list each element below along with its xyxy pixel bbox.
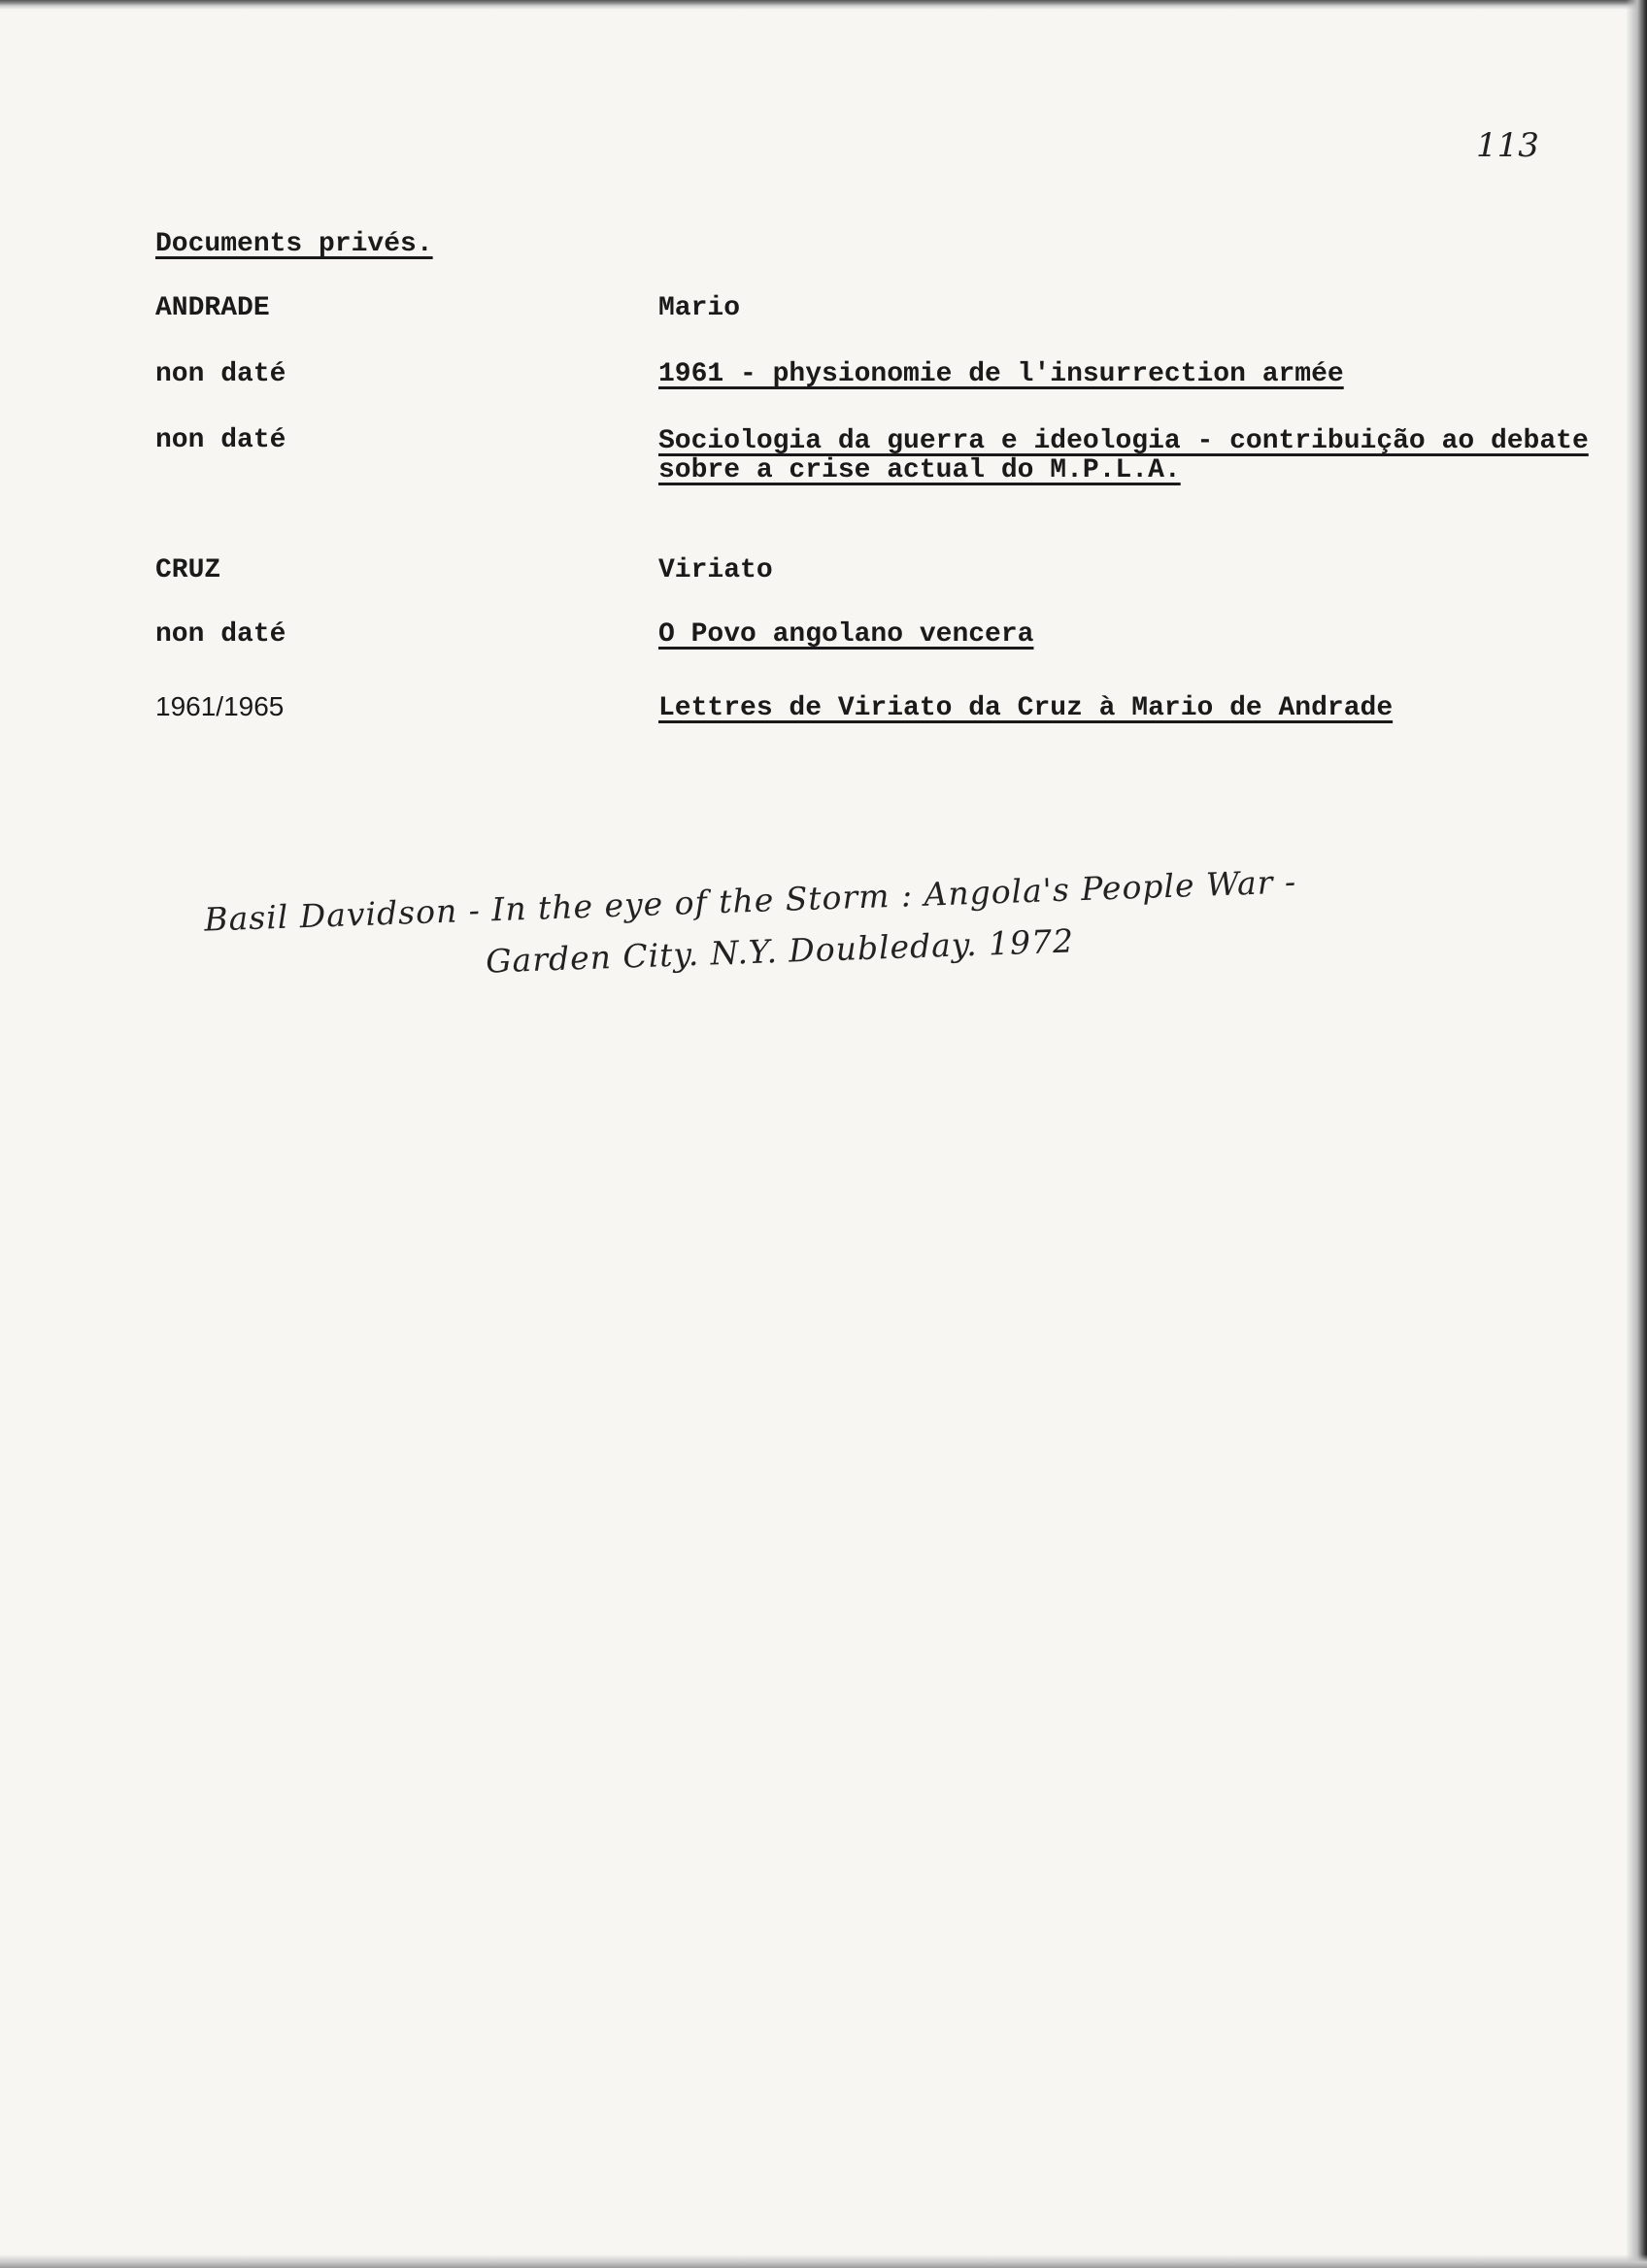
scan-top-edge [0,0,1647,10]
document-title: Sociologia da guerra e ideologia - contribuição ao debate sobre a crise actual do M.P.L.A. [658,426,1589,485]
date-cell: non daté [155,359,286,389]
author-firstname-mario: Mario [658,293,741,323]
handwritten-note-line-1: Basil Davidson - In the eye of the Storm : Angola's People War - [203,862,1297,939]
date-cell: non daté [155,425,286,455]
page-number: 113 [1476,126,1539,165]
handwritten-note-line-2: Garden City. N.Y. Doubleday. 1972 [485,921,1075,981]
document-title: O Povo angolano vencera [658,619,1034,650]
section-heading: Documents privés. [155,229,433,259]
author-firstname-viriato: Viriato [658,555,773,585]
date-cell: non daté [155,619,286,650]
author-surname-andrade: ANDRADE [155,293,270,323]
document-title: Lettres de Viriato da Cruz à Mario de Andrade [658,693,1394,723]
document-title: 1961 - physionomie de l'insurrection armée [658,359,1344,389]
scan-bottom-edge [0,2254,1647,2268]
date-range-cell: 1961/1965 [155,691,285,721]
author-surname-cruz: CRUZ [155,555,221,585]
scan-right-edge [1626,0,1647,2268]
